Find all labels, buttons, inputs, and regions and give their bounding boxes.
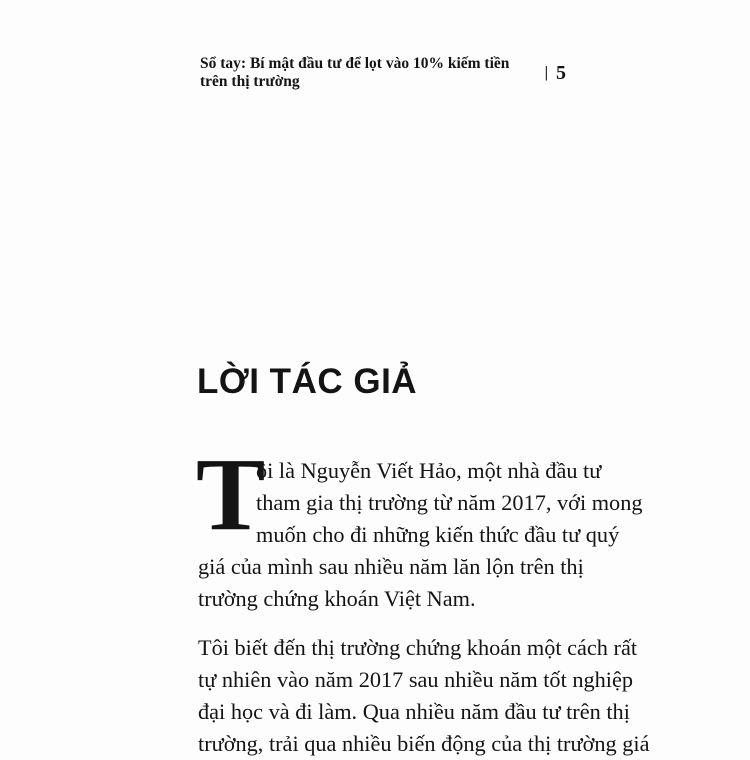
header-separator: | [544,64,548,81]
page-number: 5 [556,61,566,84]
text-line: muốn cho đi những kiến thức đầu tư quý [256,522,620,547]
text-line: đại học và đi làm. Qua nhiều năm đầu tư trên thị [198,699,630,724]
chapter-title: LỜI TÁC GIẢ [197,362,418,401]
paragraph-2 [198,632,650,760]
paragraph-1 [196,437,643,615]
running-title: Sổ tay: Bí mật đầu tư để lọt vào 10% kiếm tiền trên thị trường [200,55,510,90]
text-line: giá của mình sau nhiều năm lăn lộn trên thị [198,554,584,579]
text-line: Tôi biết đến thị trường chứng khoán một cách rất [198,635,638,660]
text-line: trường, trải qua nhiều biến động của thị trường giá [198,731,650,756]
drop-cap: T [196,437,266,552]
text-line: tham gia thị trường từ năm 2017, với mong [256,490,643,515]
text-line: ôi là Nguyễn Viết Hảo, một nhà đầu tư [256,458,602,483]
text-line: trường chứng khoán Việt Nam. [198,586,476,611]
running-header [200,55,566,91]
text-line: tự nhiên vào năm 2017 sau nhiều năm tốt nghiệp [198,667,634,692]
